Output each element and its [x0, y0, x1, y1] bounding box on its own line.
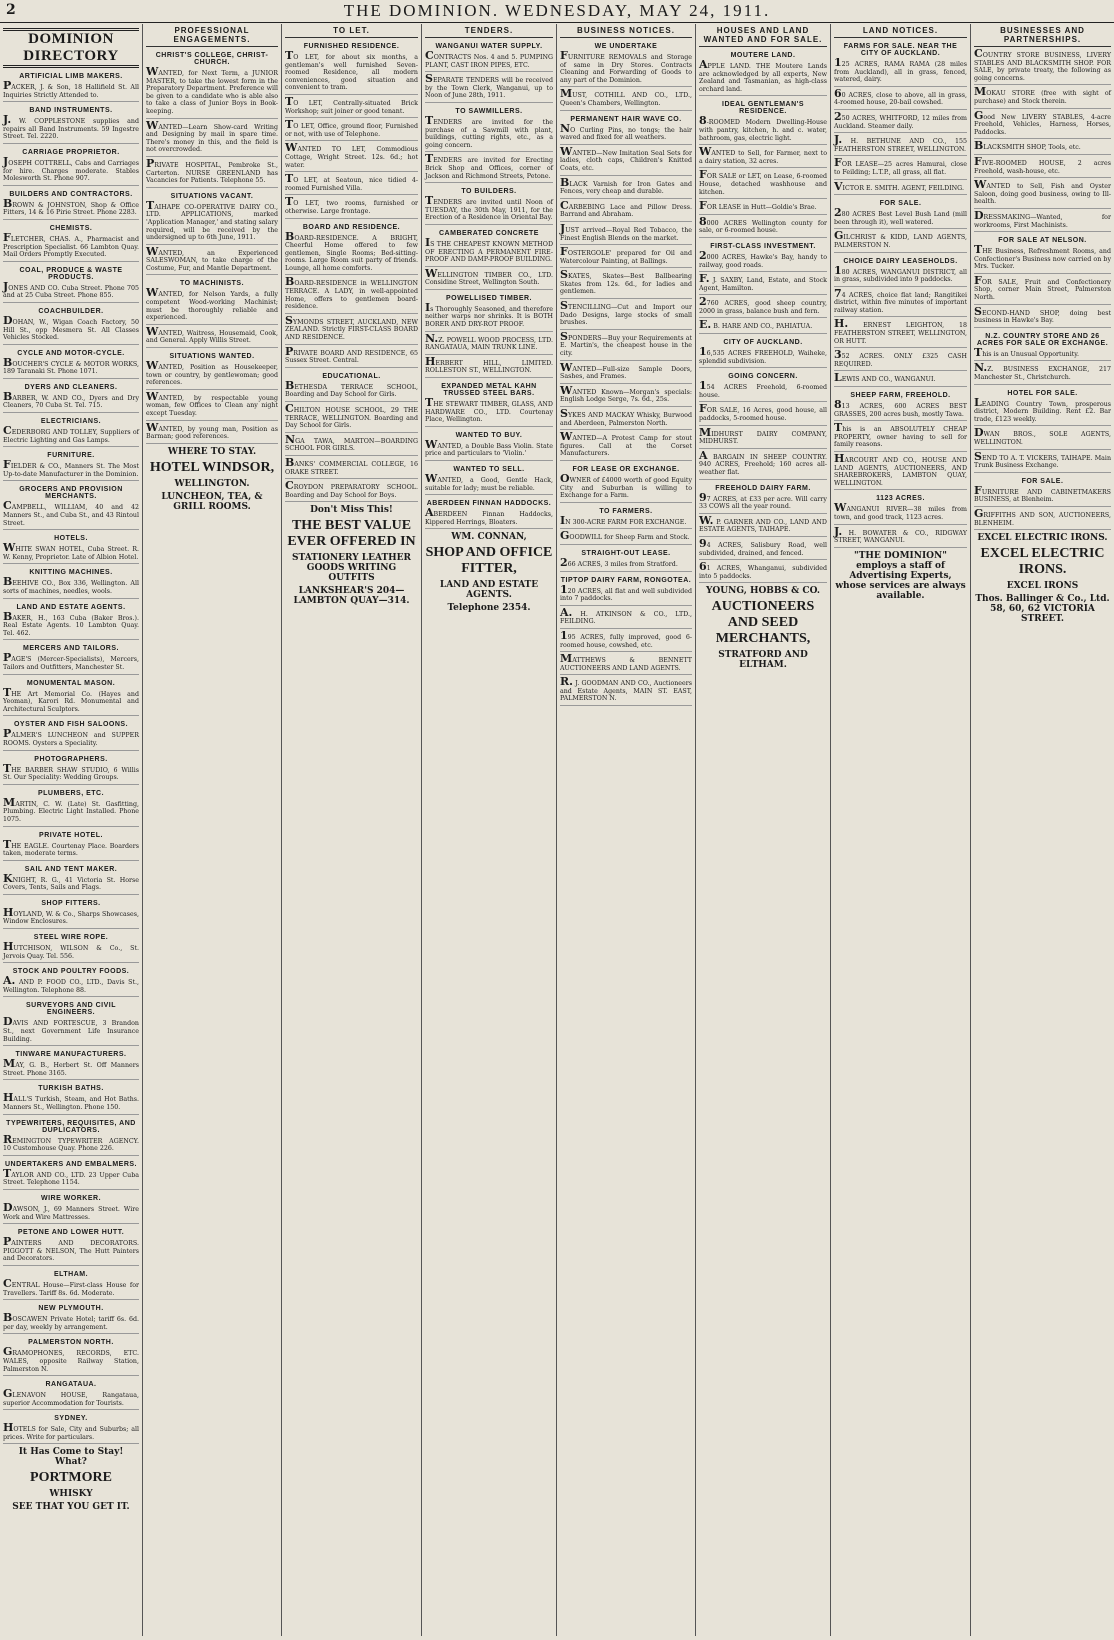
section-heading: SHOP FITTERS. — [41, 899, 101, 907]
section-heading: SYDNEY. — [54, 1415, 88, 1423]
advertisement: 8-ROOMED Modern Dwelling-House with pantry, kitchen, h. and c. water, bathroom, gas, electric light. — [699, 117, 827, 145]
advertisement: N.Z. BUSINESS EXCHANGE, 217 Manchester St., Christchurch. — [974, 364, 1111, 384]
advertisement: WELLINGTON TIMBER CO., LTD. Considine Street, Wellington South. — [425, 270, 553, 290]
feature-line: THE BEST VALUE EVER OFFERED IN — [287, 518, 416, 550]
advertisement: TO LET, Centrally-situated Brick Workshop; suit joiner or good tenant. — [285, 98, 418, 118]
section-heading: PHOTOGRAPHERS. — [34, 755, 108, 763]
feature-line: EXCEL ELECTRIC IRONS. — [980, 546, 1105, 578]
advertisement: BOUCHER'S CYCLE & MOTOR WORKS, 189 Taranaki St. Phone 1071. — [3, 359, 139, 379]
advertisement: FIELDER & CO., Manners St. The Most Up-to-date Manufacturer in the Dominion. — [3, 461, 139, 481]
advertisement: WANTED, an Experienced SALESWOMAN, to take charge of the Costume, Fur, and Mantle Department. — [146, 248, 278, 276]
advertisement: GOODWILL for Sheep Farm and Stock. — [560, 532, 692, 545]
advertisement: WANTED, a Double Bass Violin. State price and particulars to 'Violin.' — [425, 441, 553, 461]
advertisement: BROWN & JOHNSTON, Shop & Office Fitters, 14 & 16 Pirie Street. Phone 2283. — [3, 200, 139, 220]
advertisement: HOTELS for Sale, City and Suburbs; all prices. Write for particulars. — [3, 1424, 139, 1444]
advertisement: TENDERS are invited for the purchase of a Sawmill with plant, buildings, cutting rights, etc., as a going concern. — [425, 117, 553, 152]
advertisement: JUST arrived—Royal Red Tobacco, the Finest English Blends on the market. — [560, 225, 692, 245]
advertisement: WANTED, Position as Housekeeper, town or country, by gentlewoman; good references. — [146, 362, 278, 390]
feature-line: HOTEL WINDSOR, — [149, 459, 275, 475]
advertisement: CONTRACTS Nos. 4 and 5. PUMPING PLANT, CAST IRON PIPES, ETC. — [425, 52, 553, 72]
feature-line: Thos. Ballinger & Co., Ltd. 58, 60, 62 VICTORIA STREET. — [975, 594, 1110, 625]
section-heading: FOR SALE. — [879, 200, 922, 208]
advertisement: NO Curling Pins, no tongs; the hair waved and fixed for all weathers. — [560, 125, 692, 145]
advertisement: 280 ACRES Best Level Bush Land (mill been through it), well watered. — [834, 209, 967, 229]
section-heading: CARRIAGE PROPRIETOR. — [22, 148, 120, 156]
advertisement: 60 ACRES, close to above, all in grass, 4-roomed house, 20-bail cowshed. — [834, 90, 967, 110]
masthead — [0, 0, 1114, 23]
feature-line: WHERE TO STAY. — [167, 446, 257, 457]
section-heading: EDUCATIONAL. — [322, 372, 381, 380]
section-heading: FOR LEASE OR EXCHANGE. — [572, 465, 680, 473]
section-heading: SAIL AND TENT MAKER. — [24, 865, 118, 873]
advertisement: IN 300-ACRE FARM FOR EXCHANGE. — [560, 517, 692, 530]
advertisement: FOSTERGOLE' prepared for Oil and Watercolour Painting, at Ballings. — [560, 248, 692, 268]
advertisement: WANTED TO LET, Commodious Cottage, Wright Street. 12s. 6d.; hot water. — [285, 144, 418, 172]
advertisement: BEEHIVE CO., Box 336, Wellington. All sorts of machines, needles, wools. — [3, 578, 139, 598]
section-heading: SITUATIONS VACANT. — [170, 192, 254, 200]
advertisement: BARBER, W. AND CO., Dyers and Dry Cleaners, 70 Cuba St. Tel. 715. — [3, 393, 139, 413]
advertisement: WANTED, by young man, Position as Barman; good references. — [146, 424, 278, 444]
advertisement: DAVIS AND FORTESCUE, 3 Brandon St., next Government Life Insurance Building. — [3, 1018, 139, 1046]
advertisement: FIVE-ROOMED HOUSE, 2 acres Freehold, wash-house, etc. — [974, 158, 1111, 178]
advertisement: 94 ACRES, Salisbury Road, well subdivided, drained, and fenced. — [699, 540, 827, 560]
section-heading: EXPANDED METAL KAHN TRUSSED STEEL BARS. — [441, 383, 537, 398]
section-heading: TINWARE MANUFACTURERS. — [15, 1051, 127, 1059]
advertisement: BOARD-RESIDENCE in WELLINGTON TERRACE. A LADY, in well-appointed Home, offers to gentlemen board-residence. — [285, 278, 418, 313]
advertisement: GLENAVON HOUSE, Rangataua, superior Accommodation for Tourists. — [3, 1390, 139, 1410]
section-heading: ELTHAM. — [53, 1270, 89, 1278]
advertisement: BAKER, H., 163 Cuba (Baker Bros.). Real Estate Agents. 10 Lambton Quay. Tel. 462. — [3, 613, 139, 641]
section-heading: BOARD AND RESIDENCE. — [302, 223, 401, 231]
section-heading: CAMBERATED CONCRETE — [439, 229, 539, 237]
advertisement: DWAN BROS., SOLE AGENTS, WELLINGTON. — [974, 429, 1111, 449]
advertisement: COUNTRY STORE BUSINESS, LIVERY STABLES AND BLACKSMITH SHOP. FOR SALE, by private treaty, the following as going concerns. — [974, 50, 1111, 85]
advertisement: FOR SALE or LET, on Lease, 6-roomed House, detached washhouse and kitchen. — [699, 171, 827, 199]
column-professional — [143, 24, 282, 1636]
column-businesses — [971, 24, 1114, 1636]
advertisement: WANTED, by respectable young woman, few Offices to Clean any night except Tuesday. — [146, 393, 278, 421]
advertisement: 2760 ACRES, good sheep country, 2000 in grass, balance bush and fern. — [699, 298, 827, 318]
advertisement: WANTED—New Imitation Seal Sets for ladies, cloth caps, Children's Knitted Coats, etc. — [560, 148, 692, 176]
advertisement: W. P. GARNER AND CO., LAND AND ESTATE AGENTS, TAIHAPE. — [699, 517, 827, 537]
advertisement: N.Z. POWELL WOOD PROCESS, LTD. RANGATAUA, MAIN TRUNK LINE. — [425, 335, 553, 355]
section-heading: OYSTER AND FISH SALOONS. — [13, 721, 129, 729]
advertisement: GRAMOPHONES, RECORDS, ETC. WALES, opposite Railway Station, Palmerston N. — [3, 1348, 139, 1376]
advertisement: 195 ACRES, fully improved, good 6-roomed house, cowshed, etc. — [560, 632, 692, 652]
advertisement: OWNER of £4000 worth of good Equity City and Suburban is willing to Exchange for a Farm. — [560, 475, 692, 503]
advertisement: TAIHAPE CO-OPERATIVE DAIRY CO., LTD. APPLICATIONS, marked 'Application Manager,' and stating salary required, will be received by the undersigned up to 6th June, 1911. — [146, 202, 278, 245]
section-heading: PRIVATE HOTEL. — [39, 831, 103, 839]
advertisement: BANKS' COMMERCIAL COLLEGE, 16 ORAKE STREET. — [285, 459, 418, 479]
feature-line: EXCEL IRONS — [1006, 581, 1079, 592]
advertisement: Is Thoroughly Seasoned, and therefore neither warps nor shrinks. It is BOTH BORER AND DRY-ROT PROOF. — [425, 304, 553, 332]
section-heading: TO SAWMILLERS. — [455, 107, 523, 115]
feature-line: SEE THAT YOU GET IT. — [12, 1502, 130, 1513]
section-heading: WANGANUI WATER SUPPLY. — [435, 43, 543, 50]
advertisement: STENCILLING—Cut and Import our Dado Designs, large stocks of small brushes. — [560, 302, 692, 330]
column-heading: BUSINESS NOTICES. — [560, 26, 692, 38]
advertisement: 16,535 ACRES FREEHOLD, Waiheke, splendid subdivision. — [699, 348, 827, 368]
section-heading: POWELLISED TIMBER. — [446, 294, 532, 302]
section-heading: N.Z. COUNTRY STORE AND 26 ACRES FOR SALE OR EXCHANGE. — [976, 332, 1109, 347]
advertisement: F. J. SAXBY, Land, Estate, and Stock Agent, Hamilton. — [699, 275, 827, 295]
advertisement: 352 ACRES. ONLY £325 CASH REQUIRED. — [834, 351, 967, 371]
section-heading: WANTED TO BUY. — [455, 431, 523, 439]
feature-line: EXCEL ELECTRIC IRONS. — [977, 533, 1108, 544]
advertisement: FOR SALE, 16 Acres, good house, all paddocks, 5-roomed house. — [699, 405, 827, 425]
advertisement: PAGE'S (Mercer-Specialists), Mercers, Tailors and Outfitters, Manchester St. — [3, 654, 139, 674]
advertisement: CAMPBELL, WILLIAM, 40 and 42 Manners St., and Cuba St., and 43 Rintoul Street. — [3, 502, 139, 530]
advertisement: DAWSON, J., 69 Manners Street. Wire Work and Wire Mattresses. — [3, 1204, 139, 1224]
section-heading: FURNISHED RESIDENCE. — [303, 43, 400, 50]
advertisement: 97 ACRES, at £33 per acre. Will carry 33 COWS all the year round. — [699, 494, 827, 514]
advertisement: 61 ACRES, Whanganui, subdivided into 5 paddocks. — [699, 563, 827, 583]
section-heading: RANGATAUA. — [45, 1381, 97, 1389]
advertisement: ABERDEEN Finnan Haddocks, Kippered Herrings, Bloaters. — [425, 509, 553, 529]
advertisement: MUST, COTHILL AND CO., LTD., Queen's Chambers, Wellington. — [560, 90, 692, 110]
advertisement: SECOND-HAND SHOP, doing best business in Hawke's Bay. — [974, 308, 1111, 328]
section-heading: TIPTOP DAIRY FARM, RONGOTEA. — [560, 576, 692, 584]
advertisement: 266 ACRES, 3 miles from Stratford. — [560, 559, 692, 572]
column-heading: TO LET. — [285, 26, 418, 38]
advertisement: THE EAGLE. Courtenay Place. Boarders taken, moderate terms. — [3, 841, 139, 861]
section-heading: TURKISH BATHS. — [38, 1085, 104, 1093]
feature-line: STRATFORD AND ELTHAM. — [718, 650, 808, 671]
advertisement: PRIVATE BOARD AND RESIDENCE, 65 Sussex Street. Central. — [285, 348, 418, 368]
section-heading: HOTEL FOR SALE. — [1007, 389, 1078, 397]
section-heading: GROCERS AND PROVISION MERCHANTS. — [19, 486, 123, 501]
advertisement: 180 ACRES, WANGANUI DISTRICT, all in grass, subdivided into 9 paddocks. — [834, 267, 967, 287]
section-heading: HOTELS. — [54, 535, 88, 543]
advertisement: TO LET, for about six months, a gentleman's well furnished Seven-roomed Residence, all modern conveniences, good situation and convenient to tram. — [285, 52, 418, 95]
advertisement: BLACKSMITH SHOP, Tools, etc. — [974, 142, 1111, 155]
advertisement: THE Business, Refreshment Rooms, and Confectioner's Business now carried on by Mrs. Tucker. — [974, 246, 1111, 274]
section-heading: WANTED TO SELL. — [453, 466, 525, 473]
advertisement: VICTOR E. SMITH. AGENT, FEILDING. — [834, 183, 967, 196]
advertisement: LEWIS AND CO., WANGANUI. — [834, 374, 967, 387]
feature-line: Don't Miss This! — [310, 505, 393, 516]
advertisement: GRIFFITHS AND SON, AUCTIONEERS, BLENHEIM. — [974, 510, 1111, 530]
column-directory — [0, 24, 143, 1636]
advertisement: PACKER, J. & Son, 18 Hallifield St. All Inquiries Strictly Attended to. — [3, 82, 139, 102]
advertisement: J. H. BOWATER & CO., RIDGWAY STREET, WANGANUI. — [834, 528, 967, 548]
advertisement: DOHAN, W., Wigan Coach Factory, 50 Hill St., opp Mesmera St. All Classes Vehicles Stocked. — [3, 317, 139, 345]
advertisement: HARCOURT AND CO., HOUSE AND LAND AGENTS, AUCTIONEERS, AND SHAREBROKERS, LAMBTON QUAY, WELLINGTON. — [834, 455, 967, 490]
section-heading: FARMS FOR SALE. NEAR THE CITY OF AUCKLAND. — [843, 43, 958, 57]
section-heading: WIRE WORKER. — [40, 1194, 102, 1202]
column-business-notices — [557, 24, 696, 1636]
advertisement: MIDHURST DAIRY COMPANY, MIDHURST. — [699, 429, 827, 449]
advertisement: SYKES AND MACKAY Whisky, Burwood and Aberdeen, Palmerston North. — [560, 410, 692, 430]
advertisement: WANTED to Sell, for Farmer, next to a dairy station, 32 acres. — [699, 148, 827, 168]
advertisement: 120 ACRES, all flat and well subdivided into 7 paddocks. — [560, 586, 692, 606]
advertisement: JOSEPH COTTRELL, Cabs and Carriages for hire. Charges moderate. Stables Molesworth St. Phone 907. — [3, 158, 139, 186]
advertisement: WANTED—Full-size Sample Doors, Sashes, and Frames. — [560, 364, 692, 384]
section-heading: WE UNDERTAKE — [594, 43, 658, 50]
advertisement: This is an Unusual Opportunity. — [974, 349, 1111, 362]
advertisement: CHILTON HOUSE SCHOOL, 29 THE TERRACE, WELLINGTON. Boarding and Day School for Girls. — [285, 405, 418, 433]
section-heading: SURVEYORS AND CIVIL ENGINEERS. — [25, 1002, 116, 1017]
advertisement: 813 ACRES, 600 ACRES BEST GRASSES, 200 acres bush, mostly Tawa. — [834, 401, 967, 421]
advertisement: WANTED, for Next Term, a JUNIOR MASTER, to take the lowest form in the Preparatory Department. Preference will be given to a candidate who is able also to take a class of Junior Boys in Book-keeping. — [146, 68, 278, 119]
section-heading: PERMANENT HAIR WAVE CO. — [570, 115, 682, 123]
section-heading: ABERDEEN FINNAN HADDOCKS. — [426, 500, 552, 508]
advertisement: WANTED—Learn Show-card Writing and Designing by mail in spare time. There's money in this, and the field is not overcrowded. — [146, 122, 278, 157]
section-heading: TYPEWRITERS, REQUISITES, AND DUPLICATORS. — [6, 1119, 136, 1134]
section-heading: DYERS AND CLEANERS. — [24, 383, 118, 391]
column-houses-land — [696, 24, 831, 1636]
section-heading: BUILDERS AND CONTRACTORS. — [9, 190, 133, 198]
advertisement: CROYDON PREPARATORY SCHOOL. Boarding and Day School for Boys. — [285, 482, 418, 502]
section-heading: FIRST-CLASS INVESTMENT. — [710, 242, 816, 250]
section-heading: ARTIFICIAL LIMB MAKERS. — [19, 73, 123, 80]
advertisement: TO LET, two rooms, furnished or otherwise. Large frontage. — [285, 198, 418, 218]
columns-area — [0, 24, 1114, 1636]
advertisement: 125 ACRES, RAMA RAMA (28 miles from Auckland), all in grass, fenced, watered, dairy. — [834, 59, 967, 87]
advertisement: TO LET, at Seatoun, nice tidied 4-roomed Furnished Villa. — [285, 175, 418, 195]
section-heading: LAND AND ESTATE AGENTS. — [16, 603, 126, 611]
advertisement: WANTED, Waitress, Housemaid, Cook, and General. Apply Willis Street. — [146, 328, 278, 348]
section-heading: FOR SALE. — [1021, 477, 1064, 485]
advertisement: REMINGTON TYPEWRITER AGENCY. 10 Customhouse Quay. Phone 226. — [3, 1136, 139, 1156]
feature-line: WELLINGTON. — [174, 478, 250, 489]
advertisement: JONES AND CO. Cuba Street. Phone 705 and at 25 Cuba Street. Phone 855. — [3, 283, 139, 303]
advertisement: WANTED to Sell, Fish and Oyster Saloon, doing good business, owing to Ill-health. — [974, 181, 1111, 209]
advertisement: A. AND P. FOOD CO., LTD., Davis St., Wellington. Telephone 88. — [3, 977, 139, 997]
section-heading: STEEL WIRE ROPE. — [33, 934, 109, 942]
section-heading: KNITTING MACHINES. — [29, 569, 113, 577]
advertisement: THE BARBER SHAW STUDIO, 6 Willis St. Our Speciality: Wedding Groups. — [3, 765, 139, 785]
advertisement: TAYLOR AND CO., LTD. 23 Upper Cuba Street. Telephone 1154. — [3, 1170, 139, 1190]
section-heading: STOCK AND POULTRY FOODS. — [12, 968, 130, 976]
advertisement: HERBERT HILL, LIMITED. ROLLESTON ST., WELLINGTON. — [425, 358, 553, 378]
feature-line: STATIONERY LEATHER GOODS WRITING OUTFITS — [291, 553, 411, 584]
advertisement: FURNITURE REMOVALS and Storage of same in Dry Stores. Contracts Cleaning and Forwarding of Goods to any part of the Dominion. — [560, 52, 692, 87]
advertisement: CENTRAL House—First-class House for Travellers. Tariff 8s. 6d. Moderate. — [3, 1280, 139, 1300]
feature-line: WHISKY — [49, 1489, 93, 1500]
advertisement: PALMER'S LUNCHEON and SUPPER ROOMS. Oysters a Speciality. — [3, 730, 139, 750]
column-heading: PROFESSIONAL ENGAGEMENTS. — [146, 26, 278, 47]
advertisement: SKATES, Skates—Best Ballbearing Skates from 12s. 6d., for ladies and gentlemen. — [560, 271, 692, 299]
section-heading: GOING CONCERN. — [728, 373, 798, 381]
advertisement: This is an ABSOLUTELY CHEAP PROPERTY, owner having to sell for family reasons. — [834, 424, 967, 452]
advertisement: SEPARATE TENDERS will be received by the Town Clerk, Wanganui, up to Noon of June 28th, 1911. — [425, 75, 553, 103]
section-heading: SITUATIONS WANTED. — [169, 353, 255, 361]
advertisement: FURNITURE AND CABINETMAKERS BUSINESS, at Blenheim. — [974, 487, 1111, 507]
advertisement: TENDERS are invited until Noon of TUESDAY, the 30th May, 1911, for the Erection of a Residence in Oriental Bay. — [425, 197, 553, 225]
feature-line: YOUNG, HOBBS & CO. — [705, 586, 821, 597]
section-heading: CHRIST'S COLLEGE, CHRIST-CHURCH. — [155, 52, 269, 66]
section-heading: PLUMBERS, ETC. — [37, 789, 105, 797]
advertisement: CARBEBING Lace and Pillow Dress. Barrand and Abraham. — [560, 202, 692, 222]
advertisement: MATTHEWS & BENNETT AUCTIONEERS AND LAND AGENTS. — [560, 655, 692, 675]
section-heading: SHEEP FARM, FREEHOLD. — [850, 392, 951, 400]
advertisement: TENDERS are invited for Erecting Brick Shop and Offices, corner of Jackson and Richmond Streets, Petone. — [425, 155, 553, 183]
advertisement: SYMONDS STREET, AUCKLAND, NEW ZEALAND. Strictly FIRST-CLASS BOARD AND RESIDENCE. — [285, 317, 418, 345]
section-heading: MERCERS AND TAILORS. — [23, 645, 119, 653]
advertisement: BLACK Varnish for Iron Gates and Fences, very cheap and durable. — [560, 179, 692, 199]
column-heading: LAND NOTICES. — [834, 26, 967, 38]
advertisement: THE STEWART TIMBER, GLASS, AND HARDWARE CO., LTD. Courtenay Place, Wellington. — [425, 399, 553, 427]
advertisement: BETHESDA TERRACE SCHOOL, Boarding and Day School for Girls. — [285, 382, 418, 402]
page-number: 2 — [6, 2, 16, 18]
advertisement: FOR LEASE—25 acres Hamurai, close to Feilding; L.T.P., all grass, all flat. — [834, 159, 967, 179]
advertisement: MAY, G. B., Herbert St. Off Manners Street. Phone 3165. — [3, 1060, 139, 1080]
feature-line: WM. CONNAN, — [451, 532, 527, 543]
section-heading: TO FARMERS. — [599, 507, 653, 515]
section-heading: MOUTERE LAND. — [730, 52, 796, 59]
section-heading: FREEHOLD DAIRY FARM. — [715, 484, 811, 492]
advertisement: PRIVATE HOSPITAL, Pembroke St., Carterton. NURSE GREENLAND has Vacancies for Patients. Telephone 55. — [146, 160, 278, 188]
section-heading: COACHBUILDER. — [38, 307, 104, 315]
section-heading: UNDERTAKERS AND EMBALMERS. — [5, 1160, 137, 1168]
column-tenders — [422, 24, 557, 1636]
section-heading: STRAIGHT-OUT LEASE. — [581, 549, 671, 557]
advertisement: J. H. BETHUNE AND CO., 155 FEATHERSTON STREET, WELLINGTON. — [834, 136, 967, 156]
advertisement: 8000 ACRES Wellington county for sale, or 6-roomed house. — [699, 218, 827, 238]
section-heading: CITY OF AUCKLAND. — [723, 339, 803, 347]
feature-line: "THE DOMINION" employs a staff of Advertising Experts, whose services are always available. — [835, 550, 966, 601]
advertisement: MOKAU STORE (free with sight of purchase) and Stock therein. — [974, 88, 1111, 108]
newspaper-title: THE DOMINION. WEDNESDAY, MAY 24, 1911. — [343, 1, 771, 20]
advertisement: MARTIN, C. W. (Late) St. Gasfitting, Plumbing. Electric Light Installed. Phone 1075. — [3, 799, 139, 827]
advertisement: CEDERBORG AND TOLLEY, Suppliers of Electric Lighting and Gas Lamps. — [3, 427, 139, 447]
section-heading: CYCLE AND MOTOR-CYCLE. — [17, 349, 125, 357]
advertisement: FLETCHER, CHAS. A., Pharmacist and Prescription Specialist. 66 Lambton Quay. Mail Orders Promptly Executed. — [3, 234, 139, 262]
advertisement: 2000 ACRES, Hawke's Bay, handy to railway, good roads. — [699, 252, 827, 272]
section-heading: ELECTRICIANS. — [40, 418, 102, 426]
feature-line: LUNCHEON, TEA, & GRILL ROOMS. — [161, 491, 263, 512]
section-heading: PETONE AND LOWER HUTT. — [17, 1229, 125, 1237]
advertisement: 154 ACRES Freehold, 6-roomed house. — [699, 382, 827, 402]
advertisement: TO LET, Office, ground floor, Furnished or not, with use of Telephone. — [285, 121, 418, 141]
section-heading: CHOICE DAIRY LEASEHOLDS. — [843, 257, 958, 265]
advertisement: R. J. GOODMAN AND CO., Auctioneers and Estate Agents, MAIN ST. EAST, PALMERSTON N. — [560, 678, 692, 706]
section-heading: MONUMENTAL MASON. — [26, 679, 116, 687]
section-heading: IDEAL GENTLEMAN'S RESIDENCE. — [722, 101, 804, 116]
advertisement: PAINTERS AND DECORATORS. PIGGOTT & NELSON, The Hutt Painters and Decorators. — [3, 1238, 139, 1266]
advertisement: THE Art Memorial Co. (Hayes and Yeoman), Karori Rd. Monumental and Architectural Sculptors. — [3, 689, 139, 717]
section-heading: NEW PLYMOUTH. — [38, 1305, 104, 1313]
feature-line: SHOP AND OFFICE FITTER, — [425, 545, 553, 577]
advertisement: A BARGAIN IN SHEEP COUNTRY. 940 ACRES, Freehold; 160 acres all-weather flat. — [699, 452, 827, 480]
advertisement: SPONDERS—Buy your Requirements at E. Martin's, the cheapest house in the city. — [560, 333, 692, 361]
column-heading: DOMINION DIRECTORY — [3, 28, 139, 68]
column-heading: TENDERS. — [425, 26, 553, 38]
advertisement: SEND TO A. T. VICKERS, TAIHAPE. Main Trunk Business Exchange. — [974, 453, 1111, 473]
advertisement: HUTCHISON, WILSON & Co., St. Jervois Quay. Tel. 556. — [3, 943, 139, 963]
section-heading: COAL, PRODUCE & WASTE PRODUCTS. — [19, 266, 123, 281]
column-to-let — [282, 24, 422, 1636]
advertisement: E. B. HARE AND CO., PAHIATUA. — [699, 321, 827, 334]
advertisement: WANTED—A Protest Camp for stout figures. Call at the Corset Manufacturers. — [560, 433, 692, 461]
feature-line: AUCTIONEERS AND SEED MERCHANTS, — [711, 599, 815, 647]
section-heading: TO MACHINISTS. — [179, 280, 245, 288]
advertisement: APPLE LAND. THE Moutere Lands are acknowledged by all experts, New Zealand and Tasmanian, as high-class orchard land. — [699, 61, 827, 96]
advertisement: NGA TAWA, MARTON—BOARDING SCHOOL FOR GIRLS. — [285, 436, 418, 456]
advertisement: H. ERNEST LEIGHTON, 18 FEATHERSTON STREET, WELLINGTON, OR HUTT. — [834, 320, 967, 348]
section-heading: BAND INSTRUMENTS. — [29, 107, 113, 115]
section-heading: CHEMISTS. — [49, 224, 93, 232]
section-heading: PALMERSTON NORTH. — [28, 1339, 114, 1347]
advertisement: HOYLAND, W. & Co., Sharps Showcases, Window Enclosures. — [3, 909, 139, 929]
advertisement: LEADING Country Town, prosperous district, Modern Building. Rent £2. Bar trade, £123 weekly. — [974, 399, 1111, 427]
advertisement: WHITE SWAN HOTEL, Cuba Street. R. W. Kenny, Proprietor. Late of Albion Hotel. — [3, 544, 139, 564]
advertisement: HALL'S Turkish, Steam, and Hot Baths. Manners St., Wellington. Phone 150. — [3, 1094, 139, 1114]
advertisement: Good New LIVERY STABLES, 4-acre Freehold, Vehicles, Harness, Horses, Paddocks. — [974, 112, 1111, 140]
column-land-notices — [831, 24, 971, 1636]
feature-line: It Has Come to Stay! What? — [18, 1447, 124, 1468]
advertisement: J. W. COPPLESTONE supplies and repairs all Band Instruments. 59 Ingestre Street. Tel. 2220. — [3, 116, 139, 144]
advertisement: WANTED, a Good, Gentle Hack, suitable for lady; must be reliable. — [425, 475, 553, 495]
advertisement: FOR SALE, Fruit and Confectionery Shop, corner Main Street, Palmerston North. — [974, 277, 1111, 305]
feature-line: LANKSHEAR'S 204—LAMBTON QUAY—314. — [293, 586, 410, 607]
section-heading: FURNITURE. — [47, 452, 95, 460]
advertisement: WANTED, for Nelson Yards, a fully competent Wood-working Machinist; must be thoroughly reliable and experienced. — [146, 289, 278, 324]
advertisement: KNIGHT, R. G., 41 Victoria St. Horse Covers, Tents, Sails and Flags. — [3, 875, 139, 895]
advertisement: FOR LEASE in Hutt—Goldie's Brae. — [699, 202, 827, 215]
section-heading: TO BUILDERS. — [461, 188, 517, 196]
column-heading: HOUSES AND LAND WANTED AND FOR SALE. — [699, 26, 827, 47]
advertisement: IS THE CHEAPEST KNOWN METHOD OF ERECTING A PERMANENT FIRE-PROOF AND DAMP-PROOF BUILDING. — [425, 239, 553, 267]
advertisement: BOSCAWEN Private Hotel; tariff 6s. 6d. per day, weekly by arrangement. — [3, 1314, 139, 1334]
feature-line: PORTMORE — [30, 1470, 112, 1486]
advertisement: GILCHRIST & KIDD, LAND AGENTS, PALMERSTON N. — [834, 232, 967, 252]
advertisement: 250 ACRES, WHITFORD, 12 miles from Auckland. Steamer daily. — [834, 113, 967, 133]
advertisement: WANTED Known—Morgan's specials: English Lodge Serge, 7s. 6d., 25s. — [560, 387, 692, 407]
column-heading: BUSINESSES AND PARTNERSHIPS. — [974, 26, 1111, 47]
section-heading: FOR SALE AT NELSON. — [998, 237, 1087, 245]
advertisement: WANGANUI RIVER—38 miles from town, and good track, 1123 acres. — [834, 504, 967, 524]
advertisement: DRESSMAKING—Wanted, for workrooms, First Machinists. — [974, 212, 1111, 232]
advertisement: A. H. ATKINSON & CO., LTD., FEILDING. — [560, 609, 692, 629]
section-heading: 1123 ACRES. — [876, 495, 925, 503]
feature-line: LAND AND ESTATE AGENTS. — [439, 580, 539, 601]
advertisement: BOARD-RESIDENCE. A BRIGHT, Cheerful Home offered to few gentlemen, Single Rooms; Bed-sitting-rooms. Large Room suit party of friends. Lounge, all home comforts. — [285, 233, 418, 276]
advertisement: 74 ACRES, choice flat land; Rangitikei district, within five minutes of important railway station. — [834, 290, 967, 318]
feature-line: Telephone 2354. — [447, 603, 531, 614]
